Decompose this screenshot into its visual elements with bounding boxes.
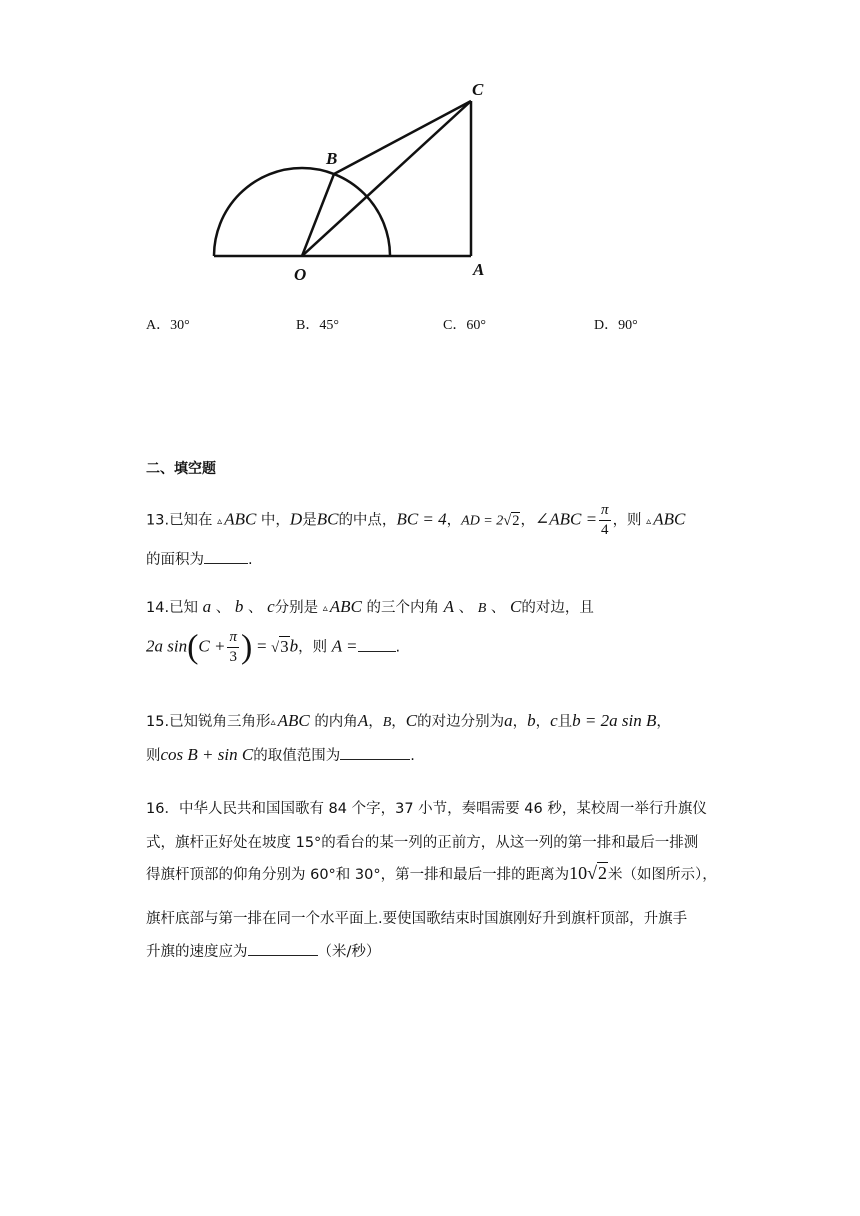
q13-text: 是: [302, 512, 317, 529]
denominator: 3: [229, 649, 237, 665]
triangle-symbol: ▵: [217, 515, 223, 527]
q16-line1: 16．中华人民共和国国歌有 84 个字，37 小节，奏唱需要 46 秒，某校周一举行升旗仪: [146, 801, 707, 817]
q15-text: 的取值范围为: [253, 748, 341, 764]
q13-angle: ∠ABC =: [534, 509, 598, 529]
q15-equation: b = 2a sin B: [572, 711, 657, 730]
left-paren: (: [187, 628, 199, 666]
q14-text: 分别是: [274, 600, 319, 616]
q13-line2: [146, 548, 253, 569]
figure-svg: [200, 75, 500, 290]
q14-text: 已知: [169, 600, 199, 616]
label-b: B: [326, 149, 338, 168]
q13-bc-eq: BC = 4: [396, 509, 447, 529]
q15-text: 的内角: [314, 714, 358, 730]
distance-coef: 10: [569, 863, 588, 883]
label-a: A: [473, 260, 485, 279]
q16-line4: 旗杆底部与第一排在同一个水平面上.要使国歌结束时国旗刚好升到旗杆顶部，升旗手: [146, 911, 688, 927]
q14-end: .: [395, 639, 401, 656]
q15-line2: [146, 744, 415, 765]
choice-d: D．90°: [594, 318, 638, 333]
triangle-symbol: ▵: [322, 603, 328, 614]
sqrt-symbol: √2: [587, 863, 608, 883]
label-c: C: [472, 80, 484, 99]
var-A: A: [443, 597, 455, 616]
var-A: A: [357, 711, 369, 730]
q16-line2: 式，旗杆正好处在坡度 15°的看台的某一列的正前方，从这一列的第一排和最后一排测: [146, 835, 699, 851]
segment-ob: [302, 174, 334, 256]
q15-end: .: [410, 748, 415, 764]
choice-a: A．30°: [146, 318, 190, 333]
var-B: B: [477, 601, 487, 616]
var-b: b: [527, 711, 536, 730]
formula-c-plus: C +: [198, 636, 226, 656]
var-a: a: [202, 597, 212, 616]
fraction-pi-4: [599, 503, 611, 538]
q16-line5: [146, 940, 380, 961]
radicand: 2: [598, 863, 608, 883]
q14-abc: ABC: [329, 597, 362, 616]
right-paren: ): [241, 628, 253, 666]
equals-sign: =: [256, 636, 267, 656]
q16-text: 得旗杆顶部的仰角分别为 60°和 30°，第一排和最后一排的距离为: [146, 867, 570, 883]
q13-abc: ABC: [224, 509, 257, 529]
q13-text: 的面积为: [146, 552, 204, 568]
triangle-symbol: ▵: [270, 717, 276, 728]
section-heading: 二、填空题: [146, 461, 216, 477]
q16-text: （米/秒）: [317, 944, 381, 960]
semicircle-arc: [214, 168, 390, 256]
q13-text: 的中点，: [338, 512, 397, 529]
var-C: C: [510, 597, 522, 616]
separator: 、: [248, 600, 263, 616]
var-c: c: [550, 711, 558, 730]
var-B: B: [382, 715, 392, 730]
q16-text: 米（如图所示），: [608, 867, 717, 883]
q13-abc: ABC: [653, 509, 686, 529]
sqrt-symbol: √2: [503, 512, 520, 529]
q14-line1: [146, 596, 594, 617]
q13-text: 已知在: [169, 512, 213, 529]
var-b: b: [234, 597, 244, 616]
answer-blank[interactable]: [248, 943, 318, 956]
var-c: c: [267, 597, 275, 616]
separator: 、: [458, 600, 474, 616]
q15-text: 的对边分别为: [417, 714, 505, 730]
answer-blank[interactable]: [358, 639, 396, 652]
denominator: 4: [601, 522, 609, 538]
fraction-pi-3: [227, 630, 239, 665]
q15-expression: cos B + sin C: [160, 745, 254, 764]
q16-line3: [146, 863, 717, 884]
radicand: 3: [280, 636, 289, 656]
separator: 、: [215, 600, 231, 616]
numerator: π: [227, 630, 239, 648]
q15-number: 15.: [146, 714, 170, 730]
radicand: 2: [512, 512, 520, 529]
answer-blank[interactable]: [204, 551, 248, 564]
sqrt-symbol: √3: [271, 636, 289, 656]
q15-line1: 15.已知锐角三角形▵ ABC 的内角A，B，C的对边分别为a，b，c且b = 2a sin B，: [146, 711, 671, 730]
q13-line1: 13.已知在 ▵ ABC 中，D是BC的中点，BC = 4，AD = 2√2，∠ABC = $\frac{\pi}{4}$ ，则 ▵ ABC: [146, 502, 686, 538]
var-b: b: [289, 636, 299, 656]
q15-text: 已知锐角三角形: [169, 714, 271, 730]
q13-d: D: [289, 509, 303, 529]
formula-lhs: 2a sin: [146, 636, 188, 656]
q13-end: .: [248, 552, 253, 568]
triangle-symbol: ▵: [646, 515, 652, 527]
q16-text: 升旗的速度应为: [146, 944, 248, 960]
choice-b: B．45°: [296, 318, 339, 333]
q14-line2: [146, 630, 400, 665]
label-o: O: [294, 265, 307, 284]
q13-text: ，则: [612, 512, 642, 529]
answer-blank[interactable]: [340, 747, 410, 760]
q14-text: ，则: [298, 639, 328, 656]
q13-bc: BC: [316, 509, 339, 529]
q14-text: 的对边，且: [521, 600, 594, 616]
q13-number: 13.: [146, 512, 170, 529]
q15-text: 则: [146, 748, 161, 764]
choice-c: C．60°: [443, 318, 486, 333]
geometry-figure: [200, 75, 500, 290]
numerator: π: [599, 503, 611, 521]
var-C: C: [405, 711, 418, 730]
answer-a-eq: A =: [331, 636, 358, 656]
q13-text: 中，: [260, 512, 290, 529]
q14-number: 14.: [146, 600, 170, 616]
q13-ad: AD = 2: [461, 513, 504, 529]
q14-text: 的三个内角: [366, 600, 440, 616]
separator: 、: [490, 600, 506, 616]
var-a: a: [504, 711, 513, 730]
q15-text: 且: [557, 714, 573, 730]
q15-abc: ABC: [277, 711, 310, 730]
